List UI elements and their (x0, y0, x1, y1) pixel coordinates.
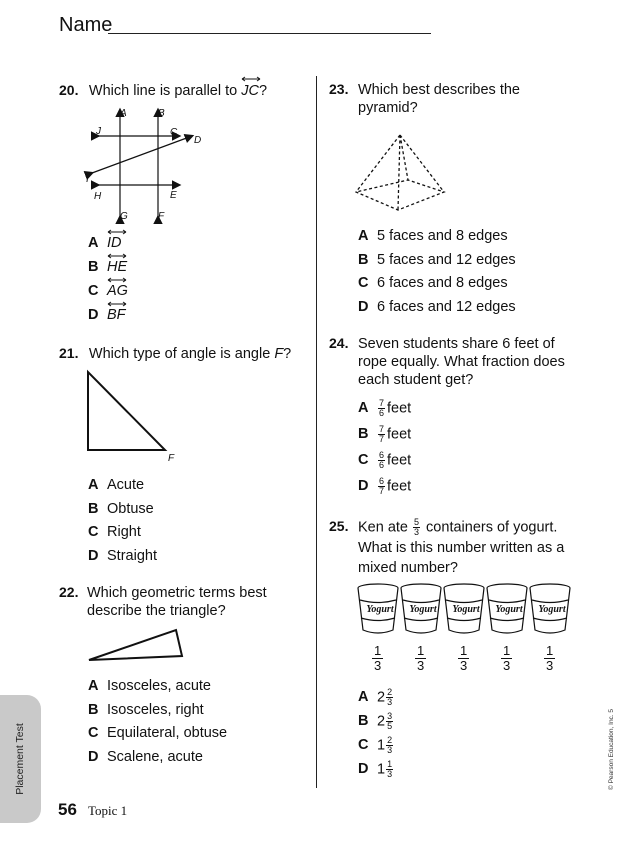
q23-option-a[interactable]: A 5 faces and 8 edges (358, 228, 508, 244)
q23-option-c[interactable]: C 6 faces and 8 edges (358, 275, 508, 291)
tab-label: Placement Test (14, 723, 26, 795)
q25-options (358, 688, 395, 784)
q23-options (358, 228, 516, 322)
question-text: Ken ate $\frac{5}{3}$ containers of yogurt. What is this number written as a mixed number? (358, 517, 565, 576)
question-text: Seven students share 6 feet of rope equally. What fraction does each student get? (358, 336, 565, 388)
cup-fraction: $\frac{1}{3}$ (503, 643, 511, 673)
q24-option-c[interactable]: C $\frac{6}{6}$ feet (358, 450, 412, 470)
q24-option-b[interactable]: B $\frac{7}{7}$ feet (358, 424, 412, 444)
q24-option-d[interactable]: D $\frac{6}{7}$ feet (358, 476, 412, 496)
q21-options (88, 477, 157, 571)
question-25 (329, 517, 565, 576)
q24-option-a[interactable]: A $\frac{7}{6}$ feet (358, 398, 412, 418)
question-text: Which type of angle is angle F? (88, 346, 292, 362)
figure-label-c: C (170, 127, 178, 138)
figure-label-f: F (158, 211, 165, 222)
q22-option-b[interactable]: B Isosceles, right (88, 701, 204, 718)
q20-option-d[interactable]: D BF (88, 307, 128, 331)
q20-option-b[interactable]: B HE (88, 259, 128, 283)
figure-label-e: E (170, 190, 177, 201)
yogurt-cup-label: Yogurt (452, 604, 480, 615)
question-text: Which geometric terms best describe the triangle? (87, 585, 267, 619)
q22-option-d[interactable]: D Scalene, acute (88, 748, 203, 765)
page-number: 56 (58, 800, 77, 819)
question-20 (59, 82, 267, 100)
question-text: Which best describes the pyramid? (358, 82, 520, 116)
question-number: 23. (329, 81, 349, 97)
figure-label-f: F (168, 453, 175, 463)
q20-options (88, 235, 128, 331)
placement-test-tab (0, 695, 41, 823)
yogurt-cup-label: Yogurt (409, 604, 437, 615)
question-number: 22. (59, 584, 79, 600)
yogurt-cup-label: Yogurt (495, 604, 523, 615)
name-write-line (108, 33, 431, 34)
name-label: Name (59, 14, 113, 36)
cup-fraction: $\frac{1}{3}$ (374, 643, 382, 673)
scalene-triangle-figure (86, 625, 186, 665)
q21-option-b[interactable]: B Obtuse (88, 500, 154, 517)
right-triangle-figure (84, 368, 184, 463)
parallel-lines-figure (80, 100, 220, 225)
q21-option-c[interactable]: C Right (88, 524, 141, 540)
cup-fraction: $\frac{1}{3}$ (460, 643, 468, 673)
question-text: Which line is parallel to JC? (89, 83, 267, 99)
figure-label-d: D (194, 135, 202, 146)
yogurt-cup-label: Yogurt (366, 604, 394, 615)
q25-option-c[interactable]: C 1 $\frac{2}{3}$ (358, 735, 393, 755)
q23-option-d[interactable]: D 6 faces and 12 edges (358, 298, 516, 315)
figure-label-i: I (86, 174, 89, 185)
q25-option-b[interactable]: B 2 $\frac{3}{5}$ (358, 711, 393, 731)
column-divider (316, 76, 317, 788)
question-number: 25. (329, 518, 349, 534)
q21-option-a[interactable]: A Acute (88, 477, 145, 493)
line-symbol-jc: JC (241, 82, 259, 100)
q20-option-c[interactable]: C AG (88, 283, 128, 307)
cup-fraction: $\frac{1}{3}$ (417, 643, 425, 673)
q20-option-a[interactable]: A ID (88, 235, 128, 259)
q25-option-a[interactable]: A 2 $\frac{2}{3}$ (358, 687, 393, 707)
yogurt-cup-label: Yogurt (538, 604, 566, 615)
question-22 (59, 584, 267, 619)
cup-fractions (356, 644, 576, 676)
q22-options (88, 678, 227, 772)
topic-label: Topic 1 (88, 803, 128, 818)
q23-option-b[interactable]: B 5 faces and 12 edges (358, 251, 516, 268)
yogurt-cups (356, 582, 576, 640)
q22-option-c[interactable]: C Equilateral, obtuse (88, 725, 228, 741)
q22-option-a[interactable]: A Isosceles, acute (88, 678, 211, 694)
q21-option-d[interactable]: D Straight (88, 547, 157, 564)
copyright-notice: © Pearson Education, Inc. 5 (608, 708, 615, 790)
question-23 (329, 81, 520, 116)
figure-label-j: J (96, 126, 101, 137)
q24-options (358, 399, 411, 503)
q25-option-d[interactable]: D 1 $\frac{1}{3}$ (358, 759, 393, 779)
question-24 (329, 335, 565, 388)
figure-label-a: A (120, 108, 127, 119)
question-21 (59, 345, 291, 363)
question-number: 20. (59, 82, 79, 98)
cup-fraction: $\frac{1}{3}$ (546, 643, 554, 673)
figure-label-g: G (120, 211, 128, 222)
pyramid-figure (352, 130, 452, 215)
question-number: 21. (59, 345, 79, 361)
question-number: 24. (329, 335, 349, 351)
figure-label-b: B (158, 108, 165, 119)
figure-label-h: H (94, 191, 102, 202)
